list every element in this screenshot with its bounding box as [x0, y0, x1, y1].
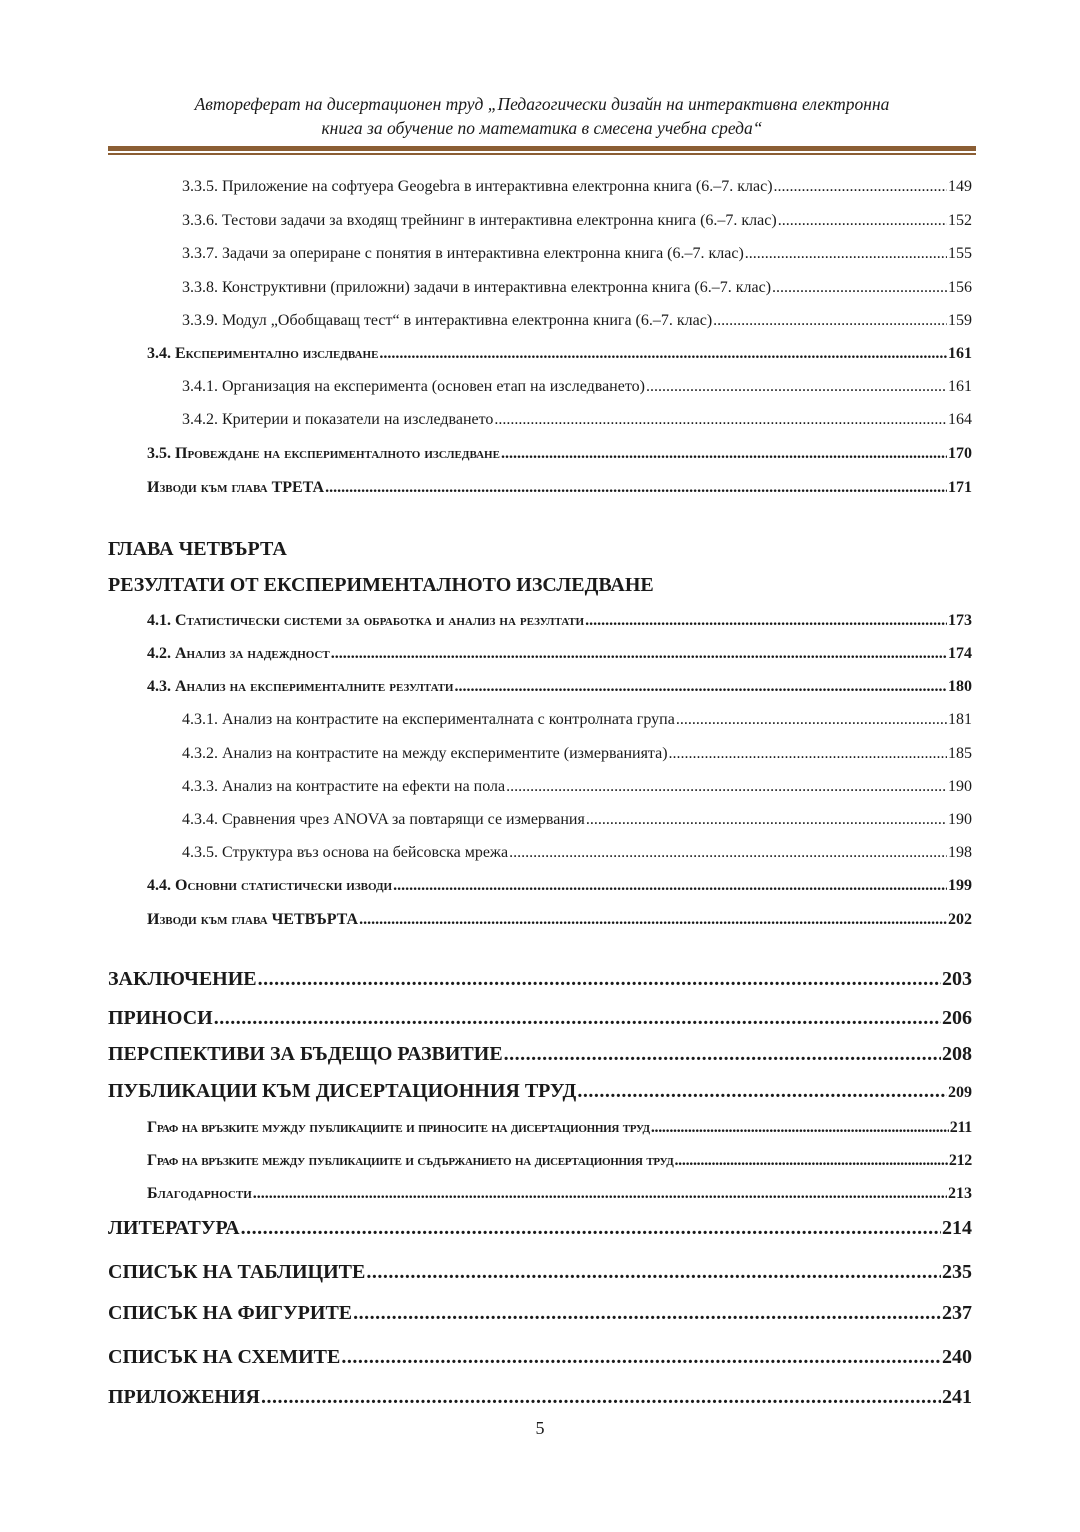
toc-entry[interactable] [147, 1119, 972, 1137]
leader-dots [494, 411, 947, 429]
toc-entry[interactable] [182, 378, 972, 396]
toc-entry[interactable] [147, 1185, 972, 1203]
toc-entry-page: 199 [948, 877, 972, 894]
toc-entry-title: 3.3.8. Конструктивни (приложни) задачи в интерактивна електронна книга (6.–7. клас) [182, 279, 772, 296]
toc-entry-page: 190 [948, 778, 972, 795]
toc-entry-title: ПРИНОСИ [108, 1007, 213, 1029]
toc-entry[interactable] [108, 1007, 972, 1030]
chapter-title: РЕЗУЛТАТИ ОТ ЕКСПЕРИМЕНТАЛНОТО ИЗСЛЕДВАНЕ [108, 574, 654, 596]
leader-dots [651, 1119, 949, 1137]
toc-entry-title: 4.3.5. Структура въз основа на бейсовска мрежа [182, 844, 509, 861]
leader-dots [713, 312, 947, 330]
header-line-2: книга за обучение по математика в смесена учебна среда“ [321, 118, 763, 138]
toc-entry-title: 4.3.4. Сравнения чрез ANOVA за повтарящи се измервания [182, 811, 585, 828]
leader-dots [258, 968, 941, 991]
toc-entry[interactable] [108, 968, 972, 991]
toc-entry[interactable] [182, 811, 972, 829]
leader-dots [325, 479, 947, 497]
toc-entry-page: 213 [948, 1185, 972, 1202]
toc-entry-page: 241 [942, 1386, 972, 1408]
toc-entry-title: Граф на връзките мужду публикациите и приносите на дисертационния труд [147, 1119, 650, 1136]
toc-entry-page: 237 [942, 1302, 972, 1324]
toc-entry[interactable] [147, 345, 972, 363]
leader-dots [506, 778, 947, 796]
leader-dots [261, 1386, 941, 1409]
toc-entry-title: СПИСЪК НА ФИГУРИТЕ [108, 1302, 353, 1324]
leader-dots [359, 911, 947, 929]
toc-entry-title: ПУБЛИКАЦИИ КЪМ ДИСЕРТАЦИОННИЯ ТРУД [108, 1080, 577, 1102]
leader-dots [214, 1007, 941, 1030]
toc-entry-page: 171 [948, 479, 972, 496]
toc-entry-title: Граф на връзките между публикациите и съдържанието на дисертационния труд [147, 1152, 674, 1169]
toc-entry[interactable] [108, 1261, 972, 1284]
toc-entry-page: 155 [948, 245, 972, 262]
leader-dots [674, 1152, 947, 1170]
leader-dots [745, 245, 947, 263]
toc-entry-title: 4.1. Статистически системи за обработка и анализ на резултати [147, 612, 585, 629]
toc-entry[interactable] [182, 312, 972, 330]
toc-entry-title: 3.5. Провеждане на експерименталното изследване [147, 445, 500, 462]
toc-entry-page: 214 [942, 1217, 972, 1239]
toc-entry-page: 185 [948, 745, 972, 762]
toc-entry-title: СПИСЪК НА СХЕМИТЕ [108, 1346, 341, 1368]
toc-entry-title: ЛИТЕРАТУРА [108, 1217, 240, 1239]
toc-entry-title: 4.3.3. Анализ на контрастите на ефекти на пола [182, 778, 506, 795]
toc-entry[interactable] [108, 1080, 972, 1103]
toc-entry-page: 206 [942, 1007, 972, 1029]
leader-dots [669, 745, 947, 763]
leader-dots [241, 1217, 941, 1240]
toc-entry-page: 181 [948, 711, 972, 728]
leader-dots [676, 711, 947, 729]
toc-entry-page: 212 [948, 1152, 972, 1169]
toc-entry[interactable] [147, 1152, 972, 1170]
toc-entry-page: 211 [949, 1119, 972, 1136]
toc-entry-page: 174 [948, 645, 972, 662]
leader-dots [366, 1261, 941, 1284]
header-rule-thin [108, 153, 976, 155]
toc-entry[interactable] [182, 178, 972, 196]
toc-entry-page: 180 [948, 678, 972, 695]
toc-entry-title: 4.2. Анализ за надеждност [147, 645, 330, 662]
toc-entry[interactable] [108, 1302, 972, 1325]
leader-dots [774, 178, 947, 196]
toc-entry-page: 149 [948, 178, 972, 195]
toc-entry[interactable] [147, 445, 972, 463]
toc-entry-page: 198 [948, 844, 972, 861]
toc-entry-title: Изводи към глава ЧЕТВЪРТА [147, 911, 359, 928]
leader-dots [253, 1185, 947, 1203]
toc-entry[interactable] [108, 1346, 972, 1369]
toc-entry-title: 3.3.9. Модул „Обобщаващ тест“ в интерактивна електронна книга (6.–7. клас) [182, 312, 713, 329]
toc-entry-page: 202 [948, 911, 972, 928]
header-rule-thick [108, 146, 976, 151]
toc-entry-page: 235 [942, 1261, 972, 1283]
leader-dots [331, 645, 947, 663]
leader-dots [454, 678, 947, 696]
toc-entry[interactable] [182, 711, 972, 729]
leader-dots [353, 1302, 941, 1325]
leader-dots [393, 877, 947, 895]
toc-entry-page: 156 [948, 279, 972, 296]
toc-entry-title: 4.3.2. Анализ на контрастите на между експериментите (измерванията) [182, 745, 668, 762]
toc-entry[interactable] [108, 1043, 972, 1066]
toc-entry-page: 190 [948, 811, 972, 828]
toc-entry-page: 203 [942, 968, 972, 990]
leader-dots [772, 279, 947, 297]
toc-entry-title: 4.4. Основни статистически изводи [147, 877, 393, 894]
toc-entry-title: 3.3.5. Приложение на софтуера Geogebra в интерактивна електронна книга (6.–7. клас) [182, 178, 773, 195]
leader-dots [778, 212, 947, 230]
toc-entry-title: 3.3.7. Задачи за опериране с понятия в интерактивна електронна книга (6.–7. клас) [182, 245, 744, 262]
leader-dots [509, 844, 947, 862]
toc-entry-title: 4.3.1. Анализ на контрастите на експерименталната с контролната група [182, 711, 675, 728]
toc-entry-page: 208 [942, 1043, 972, 1065]
toc-entry[interactable] [147, 645, 972, 663]
page-number: 5 [535, 1418, 545, 1438]
toc-entry[interactable] [182, 245, 972, 263]
toc-entry-page: 164 [948, 411, 972, 428]
toc-entry[interactable] [147, 911, 972, 929]
toc-entry-title: 3.3.6. Тестови задачи за входящ трейнинг в интерактивна електронна книга (6.–7. клас) [182, 212, 777, 229]
toc-entry-page: 159 [948, 312, 972, 329]
toc-entry-title: 3.4.2. Критерии и показатели на изследването [182, 411, 494, 428]
toc-entry-title: Благодарности [147, 1185, 252, 1202]
leader-dots [504, 1043, 941, 1066]
toc-entry-title: ЗАКЛЮЧЕНИЕ [108, 968, 257, 990]
toc-entry-page: 170 [948, 445, 972, 462]
leader-dots [586, 811, 947, 829]
toc-entry[interactable] [147, 612, 972, 630]
toc-entry[interactable] [147, 678, 972, 696]
toc-entry-page: 209 [948, 1084, 972, 1101]
chapter-heading: ГЛАВА ЧЕТВЪРТА [108, 538, 287, 560]
toc-entry[interactable] [182, 745, 972, 763]
toc-entry[interactable] [182, 279, 972, 297]
leader-dots [379, 345, 947, 363]
toc-entry-title: СПИСЪК НА ТАБЛИЦИТЕ [108, 1261, 366, 1283]
toc-entry-page: 240 [942, 1346, 972, 1368]
toc-entry[interactable] [182, 778, 972, 796]
toc-entry-page: 161 [948, 345, 972, 362]
running-header [108, 92, 976, 140]
toc-entry-title: 4.3. Анализ на експерименталните резултати [147, 678, 454, 695]
leader-dots [585, 612, 947, 630]
toc-entry-title: ПЕРСПЕКТИВИ ЗА БЪДЕЩО РАЗВИТИЕ [108, 1043, 503, 1065]
toc-entry-title: 3.4.1. Организация на експеримента (основен етап на изследването) [182, 378, 645, 395]
toc-entry[interactable] [182, 212, 972, 230]
toc-entry[interactable] [108, 1217, 972, 1240]
toc-entry[interactable] [182, 411, 972, 429]
toc-entry[interactable] [147, 479, 972, 497]
toc-entry-title: ПРИЛОЖЕНИЯ [108, 1386, 260, 1408]
leader-dots [341, 1346, 941, 1369]
toc-entry[interactable] [182, 844, 972, 862]
leader-dots [501, 445, 947, 463]
toc-entry-title: Изводи към глава ТРЕТА [147, 479, 325, 496]
toc-entry-title: 3.4. Експериментално изследване [147, 345, 379, 362]
leader-dots [646, 378, 947, 396]
toc-entry[interactable] [147, 877, 972, 895]
toc-entry-page: 173 [948, 612, 972, 629]
leader-dots [577, 1080, 947, 1103]
toc-entry[interactable] [108, 1386, 972, 1409]
toc-entry-page: 161 [948, 378, 972, 395]
toc-entry-page: 152 [948, 212, 972, 229]
header-line-1: Автореферат на дисертационен труд „Педагогически дизайн на интерактивна електронна [194, 94, 890, 114]
